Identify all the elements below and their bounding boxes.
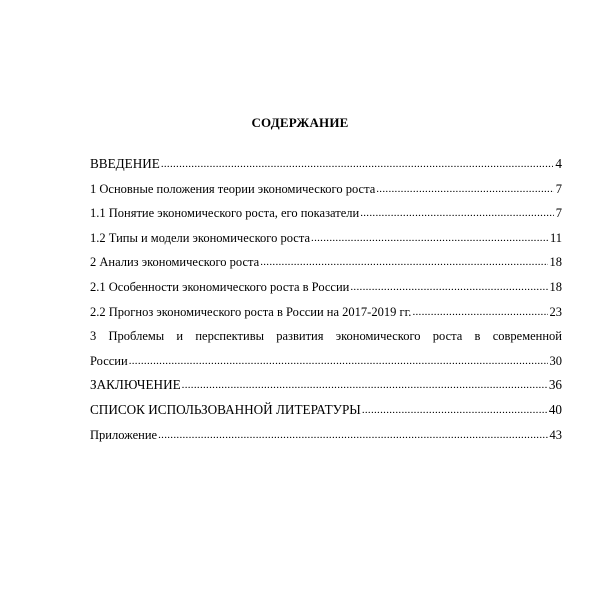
toc-entry-page: 7 (555, 181, 562, 196)
toc-entry-page: 18 (549, 255, 562, 270)
dot-leader (129, 348, 548, 374)
dot-leader (161, 151, 554, 177)
dot-leader (376, 176, 554, 202)
dot-leader (311, 225, 548, 251)
toc-entry-page: 23 (549, 304, 562, 319)
dot-leader (350, 274, 547, 300)
toc-entry-label: ВВЕДЕНИЕ (90, 156, 160, 171)
toc-entry-section-2-1 (90, 275, 562, 300)
toc-entry-chapter-1 (90, 177, 562, 202)
toc-entry-page: 11 (549, 230, 562, 245)
toc-entry-label: 2.1 Особенности экономического роста в России (90, 279, 350, 294)
dot-leader (360, 200, 554, 226)
toc-entry-page: 30 (549, 353, 562, 368)
toc-entry-page: 40 (548, 401, 562, 417)
toc-entry-label: 1 Основные положения теории экономического роста (90, 181, 376, 196)
toc-entry-chapter-3 (90, 349, 562, 374)
dot-leader (412, 299, 547, 325)
toc-entry-references (90, 398, 562, 423)
toc-entry-section-1-2 (90, 226, 562, 251)
dot-leader (158, 422, 547, 448)
toc-entry-label: 1.1 Понятие экономического роста, его показатели (90, 206, 360, 221)
dot-leader (362, 397, 547, 423)
toc-entry-chapter-3-line1: 3 Проблемы и перспективы развития экономического роста в современной (90, 329, 562, 344)
toc-entry-chapter-2 (90, 250, 562, 275)
toc-entry-label: Приложение (90, 427, 158, 442)
toc-entry-introduction (90, 152, 562, 177)
toc-entry-appendix (90, 423, 562, 448)
toc-entry-page: 36 (548, 377, 562, 393)
toc-title: СОДЕРЖАНИЕ (251, 115, 349, 130)
dot-leader (182, 372, 547, 398)
toc-entry-label: России (90, 353, 128, 368)
toc-entry-label: 2.2 Прогноз экономического роста в России на 2017-2019 гг. (90, 304, 412, 319)
toc-entry-page: 4 (555, 156, 562, 171)
table-of-contents (90, 152, 562, 447)
toc-entry-label: СПИСОК ИСПОЛЬЗОВАННОЙ ЛИТЕРАТУРЫ (90, 401, 361, 417)
dot-leader (260, 249, 547, 275)
toc-entry-label: 2 Анализ экономического роста (90, 255, 260, 270)
toc-entry-page: 43 (549, 427, 562, 442)
toc-entry-page: 18 (549, 279, 562, 294)
toc-entry-section-2-2 (90, 300, 562, 325)
toc-entry-page: 7 (555, 206, 562, 221)
toc-entry-label: ЗАКЛЮЧЕНИЕ (90, 377, 181, 393)
toc-entry-section-1-1 (90, 201, 562, 226)
toc-entry-label: 1.2 Типы и модели экономического роста (90, 230, 311, 245)
toc-entry-conclusion (90, 373, 562, 398)
